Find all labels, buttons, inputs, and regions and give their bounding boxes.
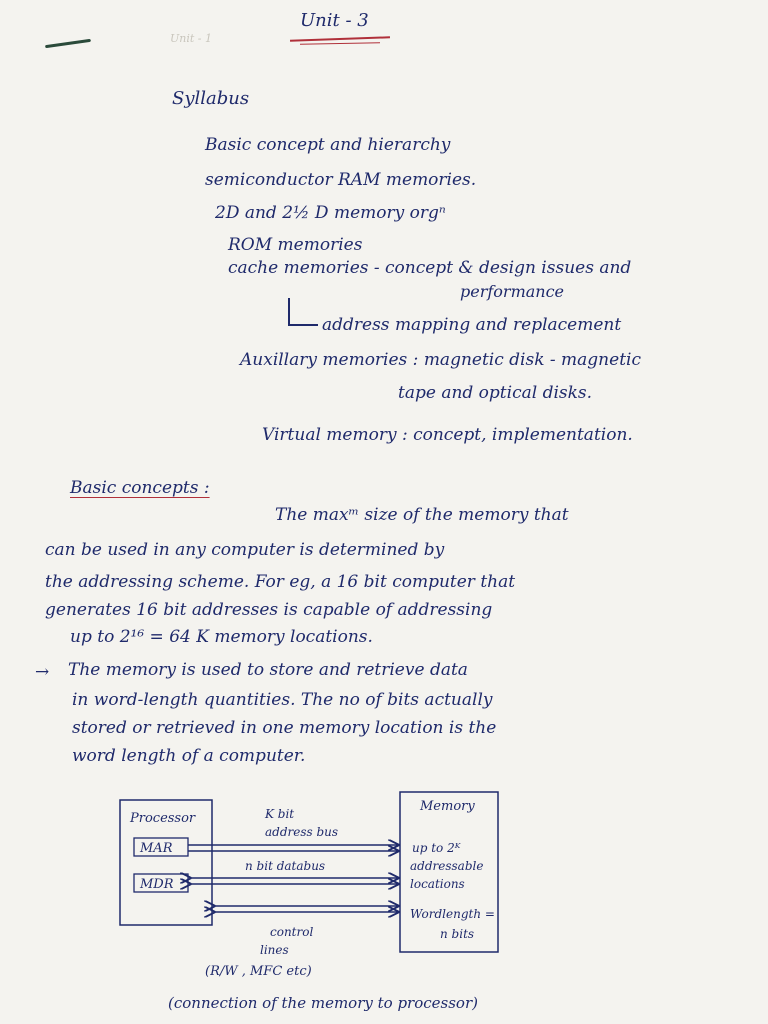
paragraph-line: generates 16 bit addresses is capable of addressing <box>45 600 493 620</box>
word-length-text: n bits <box>440 927 475 941</box>
diagram-caption: (connection of the memory to processor) <box>168 994 478 1012</box>
sub-item-arrow <box>288 298 318 326</box>
processor-label: Processor <box>130 811 196 826</box>
paragraph-line: can be used in any computer is determined by <box>45 540 445 560</box>
syllabus-item: ROM memories <box>228 235 363 255</box>
faint-bleed-text: Unit - 1 <box>170 32 213 45</box>
memory-capacity-text: locations <box>410 877 465 891</box>
section-heading: Basic concepts : <box>70 478 210 498</box>
title-underline-2 <box>300 42 380 44</box>
syllabus-item: Auxillary memories : magnetic disk - magnetic <box>240 350 641 370</box>
control-lines-label: lines <box>260 943 289 957</box>
paragraph-line: the addressing scheme. For eg, a 16 bit computer that <box>45 572 516 592</box>
paragraph-line: word length of a computer. <box>72 746 306 766</box>
mar-label: MAR <box>140 841 173 856</box>
control-lines-label: control <box>270 925 314 939</box>
mdr-label: MDR <box>140 877 174 892</box>
memory-capacity-text: up to 2ᴷ <box>412 841 461 855</box>
word-length-text: Wordlength = <box>410 907 495 921</box>
syllabus-item: 2D and 2½ D memory orgⁿ <box>215 203 446 223</box>
syllabus-item: Virtual memory : concept, implementation. <box>262 425 633 445</box>
data-bus-label: n bit databus <box>245 859 326 873</box>
syllabus-item: tape and optical disks. <box>398 383 593 403</box>
memory-processor-diagram <box>0 780 768 1024</box>
syllabus-item: Basic concept and hierarchy <box>205 135 451 155</box>
memory-label: Memory <box>420 799 475 814</box>
paragraph-line: up to 2¹⁶ = 64 K memory locations. <box>70 627 373 647</box>
syllabus-item: cache memories - concept & design issues and <box>228 258 632 278</box>
paragraph-line: stored or retrieved in one memory location is the <box>72 718 497 738</box>
title-underline <box>290 36 390 41</box>
syllabus-item: semiconductor RAM memories. <box>205 170 477 190</box>
syllabus-item: performance <box>460 282 565 301</box>
syllabus-item: address mapping and replacement <box>322 315 622 335</box>
control-lines-label: (R/W , MFC etc) <box>205 964 312 979</box>
paragraph-line: The maxᵐ size of the memory that <box>275 505 569 525</box>
syllabus-heading: Syllabus <box>172 88 250 109</box>
paragraph-line: The memory is used to store and retrieve data <box>68 660 468 680</box>
address-bus-label: K bit <box>265 807 295 821</box>
address-bus-label: address bus <box>265 825 339 839</box>
arrow-bullet: → <box>35 662 50 682</box>
paragraph-line: in word-length quantities. The no of bits actually <box>72 690 493 710</box>
pen-scribble <box>45 39 91 48</box>
page-title: Unit - 3 <box>300 10 369 31</box>
memory-capacity-text: addressable <box>410 859 484 873</box>
